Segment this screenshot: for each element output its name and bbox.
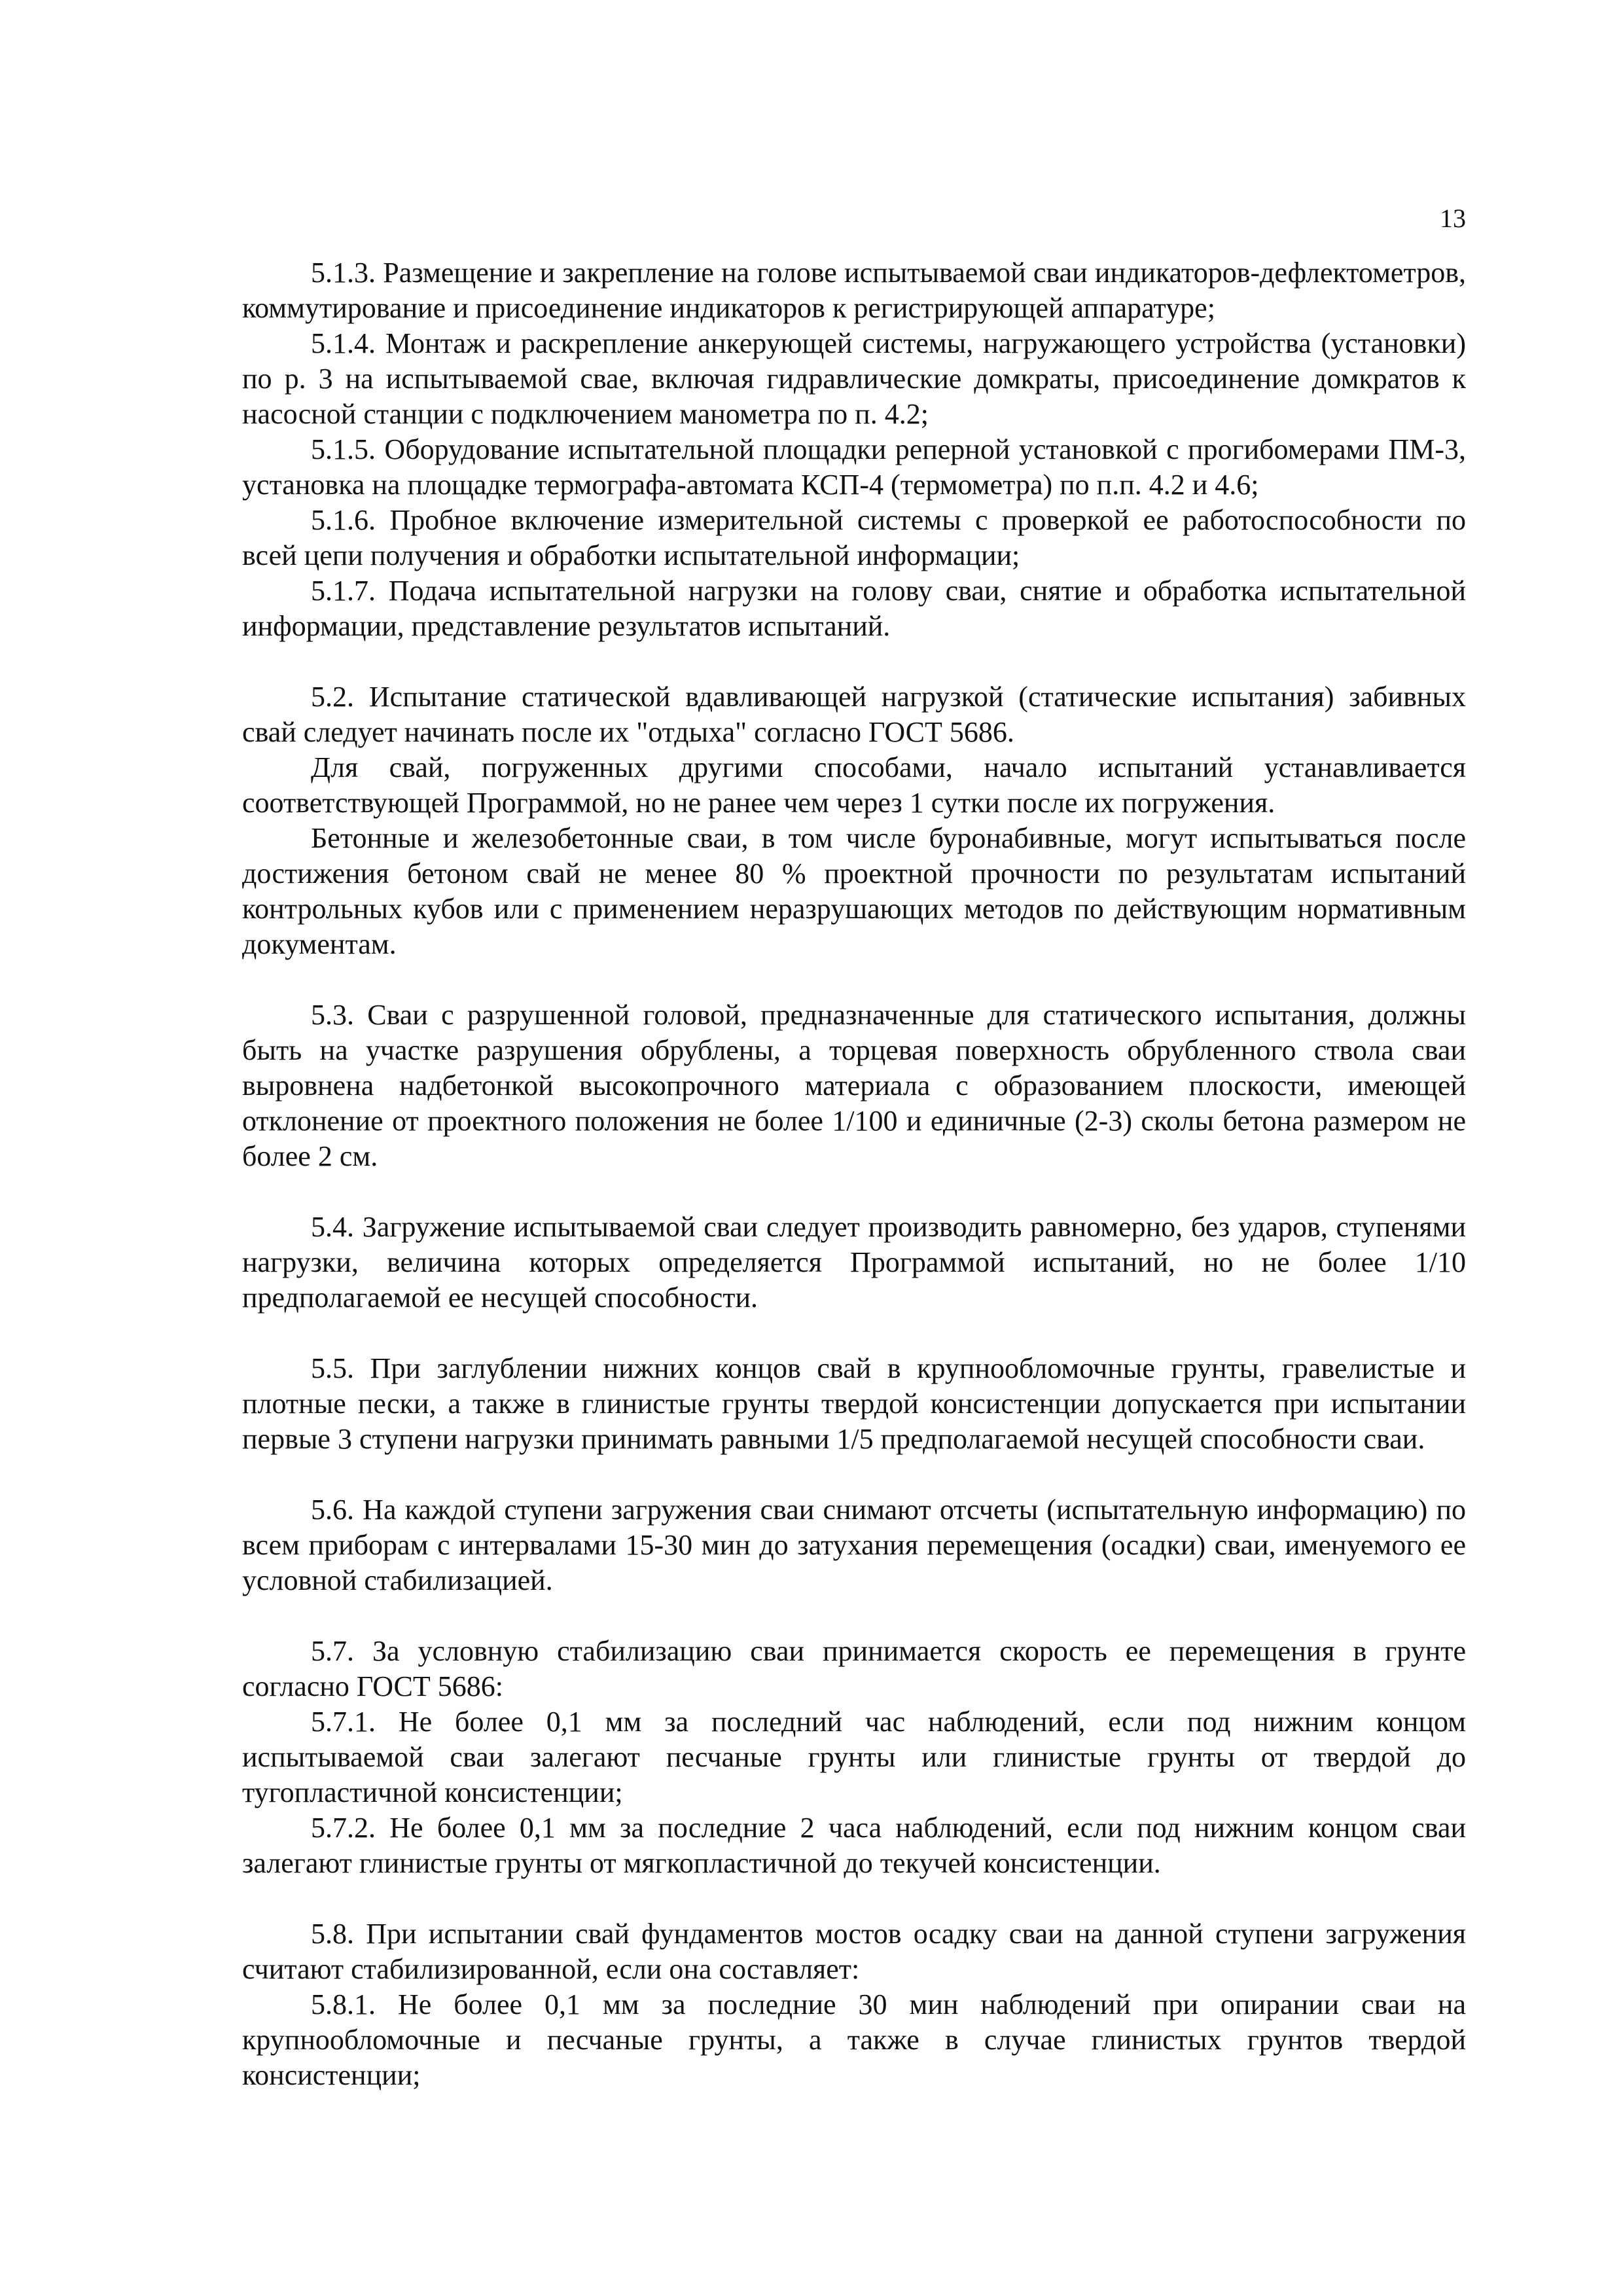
document-body xyxy=(242,255,1466,2093)
paragraph-5-7-2: 5.7.2. Не более 0,1 мм за последние 2 часа наблюдений, если под нижним концом сваи залегают глинистые грунты от мягкопластичной до текучей консистенции. xyxy=(242,1812,1466,1879)
paragraph-5-8-1: 5.8.1. Не более 0,1 мм за последние 30 мин наблюдений при опирании сваи на крупнообломочные и песчаные грунты, а также в случае глинистых грунтов твердой консистенции; xyxy=(242,1988,1466,2091)
paragraph-5-1-4: 5.1.4. Монтаж и раскрепление анкерующей системы, нагружающего устройства (установки) по р. 3 на испытываемой свае, включая гидравлические домкраты, присоединение домкратов к насосной станции с подключением манометра по п. 4.2; xyxy=(242,327,1466,430)
paragraph-5-5: 5.5. При заглублении нижних концов свай в крупнообломочные грунты, гравелистые и плотные пески, а также в глинистые грунты твердой консистенции допускается при испытании первые 3 ступени нагрузки принимать равными 1/5 предполагаемой несущей способности сваи. xyxy=(242,1352,1466,1455)
paragraph-5-2-other-methods: Для свай, погруженных другими способами, начало испытаний устанавливается соответствующей Программой, но не ранее чем через 1 сутки после их погружения. xyxy=(242,751,1466,819)
page-number: 13 xyxy=(1440,204,1466,233)
paragraph-5-3: 5.3. Сваи с разрушенной головой, предназначенные для статического испытания, должны быть на участке разрушения обрублены, а торцевая поверхность обрубленного ствола сваи выровнена надбетонкой высокопрочного материала с образованием плоскости, имеющей отклонение от проектного положения не более 1/100 и единичные (2-3) сколы бетона размером не более 2 см. xyxy=(242,999,1466,1172)
paragraph-5-1-5: 5.1.5. Оборудование испытательной площадки реперной установкой с прогибомерами ПМ-3, установка на площадке термографа-автомата КСП-4 (термометра) по п.п. 4.2 и 4.6; xyxy=(242,433,1466,501)
paragraph-5-7: 5.7. За условную стабилизацию сваи принимается скорость ее перемещения в грунте согласно ГОСТ 5686: xyxy=(242,1635,1466,1702)
paragraph-5-2: 5.2. Испытание статической вдавливающей нагрузкой (статические испытания) забивных свай следует начинать после их "отдыха" согласно ГОСТ 5686. xyxy=(242,681,1466,748)
paragraph-5-8: 5.8. При испытании свай фундаментов мостов осадку сваи на данной ступени загружения считают стабилизированной, если она составляет: xyxy=(242,1918,1466,1985)
paragraph-5-1-6: 5.1.6. Пробное включение измерительной системы с проверкой ее работоспособности по всей цепи получения и обработки испытательной информации; xyxy=(242,504,1466,571)
paragraph-5-1-7: 5.1.7. Подача испытательной нагрузки на голову сваи, снятие и обработка испытательной информации, представление результатов испытаний. xyxy=(242,575,1466,642)
paragraph-5-1-3: 5.1.3. Размещение и закрепление на голове испытываемой сваи индикаторов-дефлектометров, коммутирование и присоединение индикаторов к регистрирующей аппаратуре; xyxy=(242,257,1466,324)
paragraph-5-6: 5.6. На каждой ступени загружения сваи снимают отсчеты (испытательную информацию) по всем приборам с интервалами 15-30 мин до затухания перемещения (осадки) сваи, именуемого ее условной стабилизацией. xyxy=(242,1494,1466,1596)
paragraph-5-7-1: 5.7.1. Не более 0,1 мм за последний час наблюдений, если под нижним концом испытываемой сваи залегают песчаные грунты или глинистые грунты от твердой до тугопластичной консистенции; xyxy=(242,1706,1466,1808)
paragraph-5-4: 5.4. Загружение испытываемой сваи следует производить равномерно, без ударов, ступенями нагрузки, величина которых определяется Программой испытаний, но не более 1/10 предполагаемой ее несущей способности. xyxy=(242,1211,1466,1314)
paragraph-5-2-concrete-piles: Бетонные и железобетонные сваи, в том числе буронабивные, могут испытываться после достижения бетоном свай не менее 80 % проектной прочности по результатам испытаний контрольных кубов или с применением неразрушающих методов по действующим нормативным документам. xyxy=(242,822,1466,960)
